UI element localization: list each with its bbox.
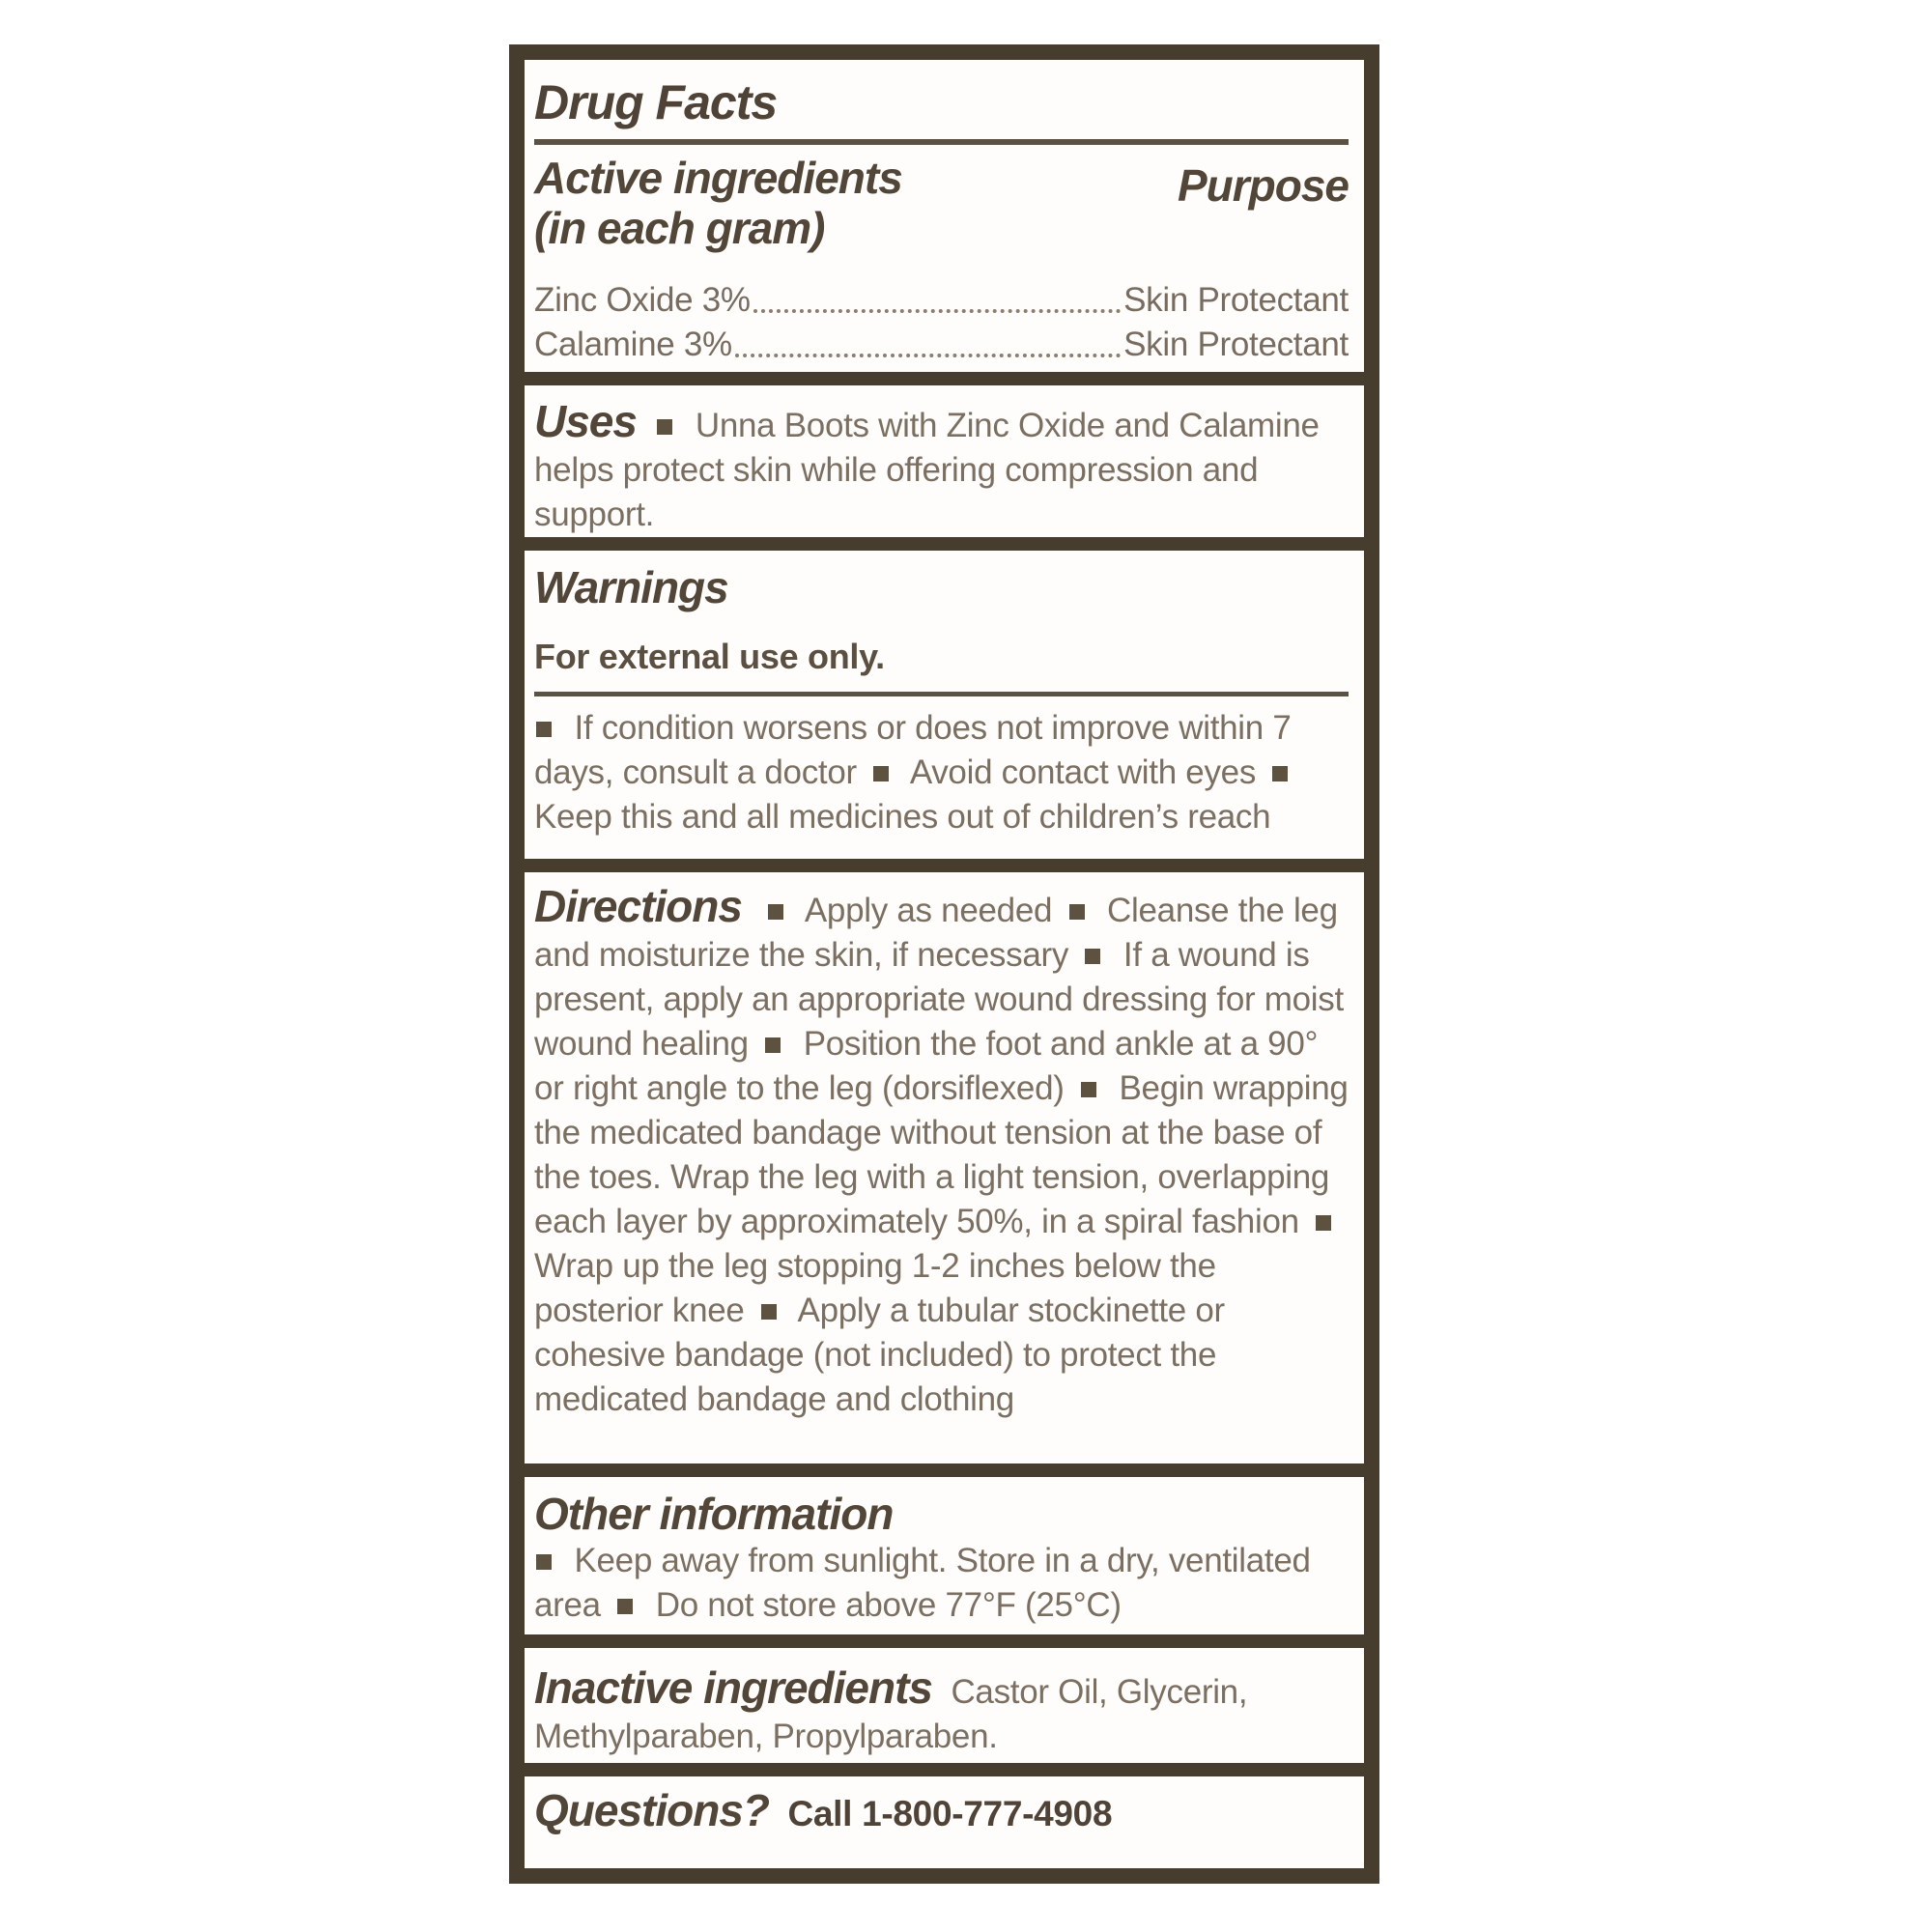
ingredient-rows <box>534 278 1349 367</box>
ingredient-row <box>534 278 1349 323</box>
inactive-ingredients-paragraph <box>534 1662 1349 1759</box>
bullet-square-icon <box>768 904 783 920</box>
section-active-ingredients <box>525 60 1364 372</box>
inactive-ingredients-text: Castor Oil, Glycerin, Methylparaben, Propylparaben. <box>534 1673 1248 1755</box>
warning-bullet-text: Avoid contact with eyes <box>909 753 1257 791</box>
bullet-square-icon <box>536 722 552 737</box>
bullet-square-icon <box>1272 766 1288 781</box>
bullet-square-icon <box>1316 1215 1331 1231</box>
bullet-square-icon <box>1085 949 1100 964</box>
section-inactive-ingredients <box>525 1648 1364 1763</box>
section-warnings <box>525 551 1364 859</box>
other-info-bullet-text: Do not store above 77°F (25°C) <box>655 1586 1122 1624</box>
inactive-ingredients-heading: Inactive ingredients <box>534 1662 933 1713</box>
ingredient-purpose: Skin Protectant <box>1123 326 1349 363</box>
direction-bullet-text: Begin wrapping the medicated bandage without tension at the base of the toes. Wrap the leg with a light tension, overlapping each layer by approximately 50%, in a spiral fashion <box>534 1069 1349 1240</box>
other-info-bullet-text: Keep away from sunlight. Store in a dry, ventilated area <box>534 1542 1311 1624</box>
questions-paragraph <box>534 1785 1349 1837</box>
questions-call-text: Call 1-800-777-4908 <box>787 1794 1113 1833</box>
questions-heading: Questions? <box>534 1785 770 1835</box>
bullet-square-icon <box>657 419 672 435</box>
directions-paragraph <box>534 881 1349 1422</box>
drug-facts-panel <box>509 44 1379 1884</box>
active-ingredients-header-row <box>534 153 1349 253</box>
directions-heading: Directions <box>534 881 742 931</box>
title-divider <box>534 139 1349 145</box>
section-uses <box>525 385 1364 537</box>
uses-text: Unna Boots with Zinc Oxide and Calamine helps protect skin while offering compression and support. <box>534 407 1320 533</box>
section-directions <box>525 872 1364 1463</box>
other-information-heading: Other information <box>534 1489 894 1539</box>
ingredient-purpose: Skin Protectant <box>1123 281 1349 319</box>
direction-bullet-text: Position the foot and ankle at a 90° or right angle to the leg (dorsiflexed) <box>534 1025 1319 1107</box>
warnings-divider <box>534 692 1349 696</box>
section-other-information <box>525 1477 1364 1634</box>
other-information-paragraph <box>534 1539 1349 1628</box>
direction-bullet-text: If a wound is present, apply an appropriate wound dressing for moist wound healing <box>534 936 1344 1063</box>
direction-bullet-text: Apply as needed <box>804 892 1053 929</box>
dotted-leader <box>753 309 1121 313</box>
warnings-paragraph <box>534 706 1349 839</box>
external-use-subheading: For external use only. <box>534 637 885 676</box>
bullet-square-icon <box>617 1599 633 1614</box>
warning-bullet-text: Keep this and all medicines out of children’s reach <box>534 798 1271 836</box>
bullet-square-icon <box>765 1037 781 1053</box>
ingredient-name: Zinc Oxide 3% <box>534 281 751 319</box>
active-ingredients-heading <box>534 153 902 253</box>
purpose-heading: Purpose <box>1177 160 1349 211</box>
ingredient-name: Calamine 3% <box>534 326 732 363</box>
uses-paragraph <box>534 396 1349 537</box>
warnings-heading: Warnings <box>534 562 728 612</box>
bullet-square-icon <box>761 1304 777 1320</box>
direction-bullet-text: Wrap up the leg stopping 1-2 inches below the posterior knee <box>534 1247 1216 1329</box>
bullet-square-icon <box>1081 1082 1096 1097</box>
drug-facts-title: Drug Facts <box>534 75 778 129</box>
dotted-leader <box>735 354 1121 357</box>
warning-bullet-text: If condition worsens or does not improve within 7 days, consult a doctor <box>534 709 1292 791</box>
bullet-square-icon <box>873 766 889 781</box>
uses-heading: Uses <box>534 396 637 446</box>
direction-bullet-text: Apply a tubular stockinette or cohesive bandage (not included) to protect the medicated bandage and clothing <box>534 1292 1225 1418</box>
bullet-square-icon <box>536 1554 552 1570</box>
direction-bullet-text: Cleanse the leg and moisturize the skin, if necessary <box>534 892 1338 974</box>
active-ingredients-line2: (in each gram) <box>534 203 825 253</box>
bullet-square-icon <box>1069 904 1085 920</box>
ingredient-row <box>534 323 1349 367</box>
section-questions <box>525 1776 1364 1868</box>
active-ingredients-line1: Active ingredients <box>534 153 902 203</box>
